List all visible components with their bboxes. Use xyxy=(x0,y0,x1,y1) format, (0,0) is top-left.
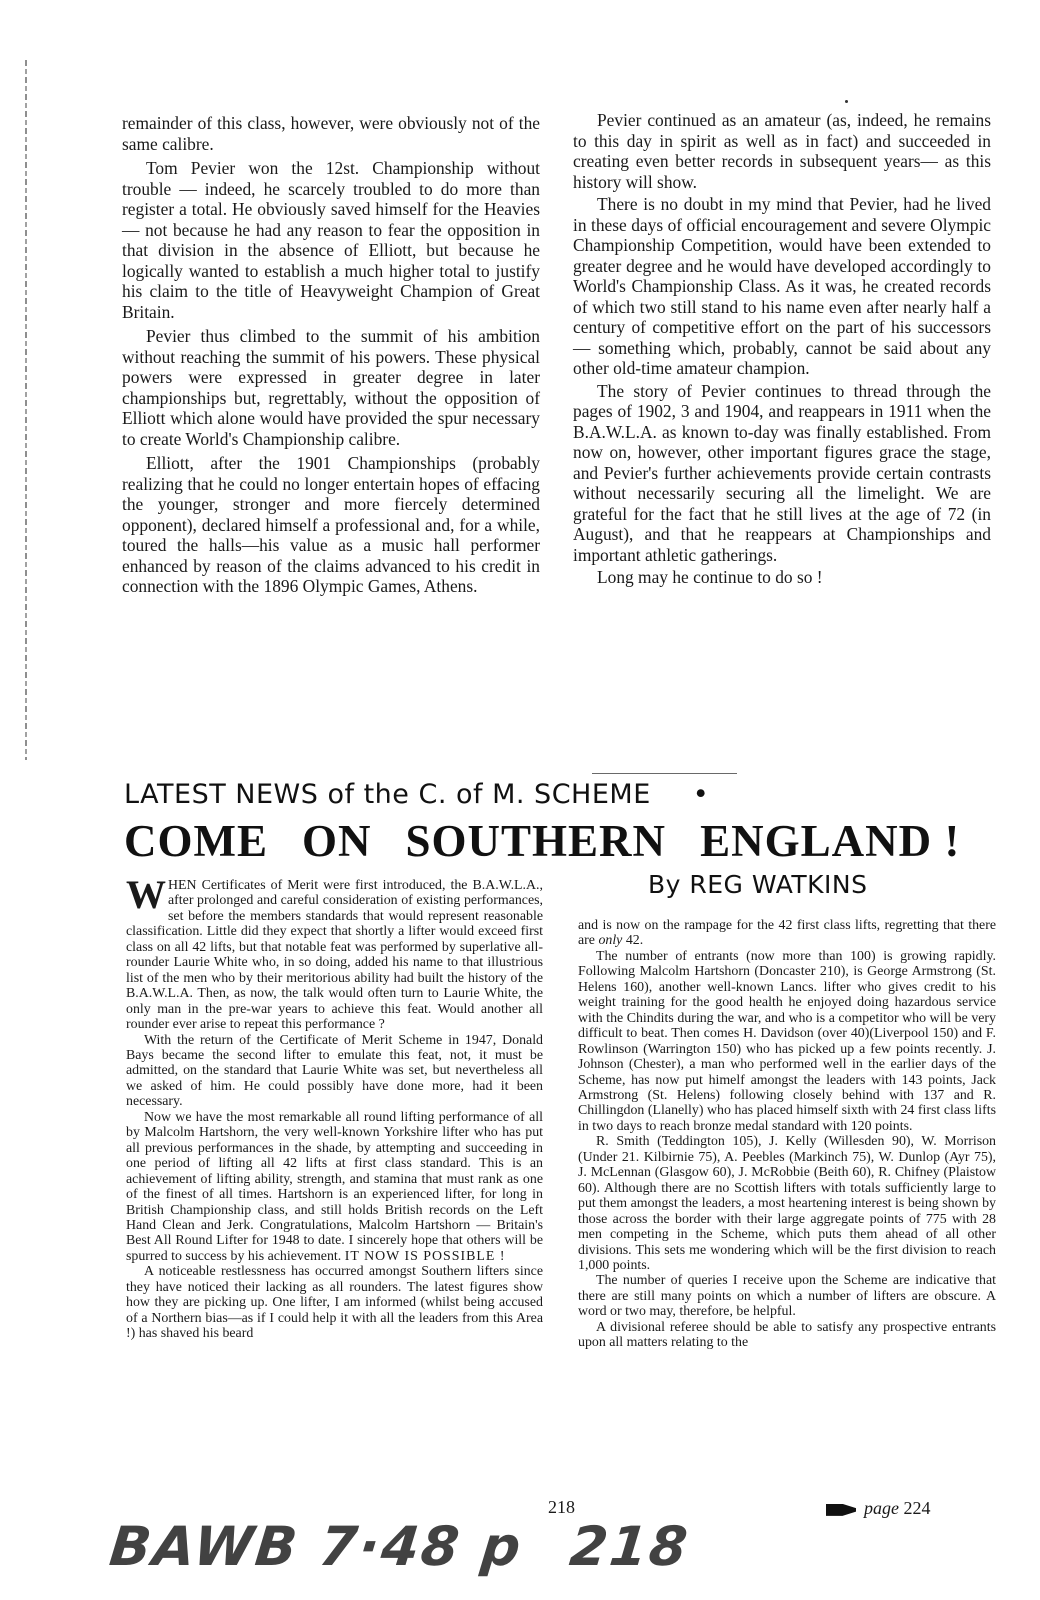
article-headline xyxy=(124,816,996,866)
handwritten-source: BAWB 7·48 p xyxy=(106,1515,526,1578)
upper-article-right-column xyxy=(573,110,991,590)
paragraph: Tom Pevier won the 12st. Championship without trouble — indeed, he scarcely troubled to do more than register a total. He obviously saved himself for the Heavies— not because he had any reason to fear the opposition in that division in the absence of Elliott, but because he logically wanted to establish a much higher total to justify his claim to the title of Heavyweight Champion of Great Britain. xyxy=(122,158,540,322)
paragraph: R. Smith (Teddington 105), J. Kelly (Willesden 90), W. Morrison (Under 21. Kilbirnie 75), A. Peebles (Markinch 75), W. Dunlop (Ayr 75), J. McLennan (Glasgow 60), J. McRobbie (Beith 60), R. Chifney (Plaistow 60). Although there are no Scottish lifters with totals sufficiently large to put them amongst the leaders, a most heartening interest is being shown by those across the border with their large aggregate points of 775 with 28 men competing in the Scheme, which puts them ahead of all other divisions. This sets me wondering which will be the first division to reach 1,000 points. xyxy=(578,1134,996,1273)
page-number: 218 xyxy=(548,1497,575,1517)
drop-cap: W xyxy=(126,872,166,917)
paragraph: The number of entrants (now more than 100) is growing rapidly. Following Malcolm Hartshorn (Doncaster 210), is George Armstrong (St. Helens 160), another well-known Lancs. lifter who gives credit to his weight training for the good health he enjoyed doing hazardous service with the Chindits during the war, and who is a competitor who will be very difficult to beat. Then comes H. Davidson (over 40)(Liverpool 150) and F. Rowlinson (Warrington 150) who has picked up a few points recently. J. Johnson (Chester), a man who performed well in the earlier days of the Scheme, has now put himelf amongst the leaders with 143 points, Jack Armstrong (St. Helens) following closely behind with 137 and R. Chillingdon (Llanelly) who has placed himself sixth with 24 first class lifts in two days to reach bronze medal standard with 120 points. xyxy=(578,948,996,1134)
paragraph-text: and is now on the rampage for the 42 first class lifts, regretting that there are xyxy=(578,918,996,949)
lower-article-right-column xyxy=(578,918,996,1351)
headline-word: ENGLAND ! xyxy=(700,816,961,866)
article-kicker xyxy=(124,779,709,810)
upper-article-left-column xyxy=(122,113,540,601)
pointing-hand-icon xyxy=(826,1504,856,1516)
scan-margin-marks xyxy=(25,60,27,760)
continued-page-number: 224 xyxy=(903,1498,931,1518)
paragraph: Elliott, after the 1901 Championships (probably realizing that he could no longer entertain hopes of effacing the younger, stronger and more fiercely determined opponent), declared himself a professional and, for a while, toured the halls—his value as a music hall performer enhanced by reason of the claims advanced to his credit in connection with the 1896 Olympic Games, Athens. xyxy=(122,453,540,596)
section-divider-rule xyxy=(592,773,737,774)
paragraph-text: Now we have the most remarkable all round lifting performance of all by Malcolm Hartshorn, the very well-known Yorkshire lifter who has put all previous performances in the shade, by attempting and succeeding in one period of lifting all 42 lifts at first class standard. This is an achievement of lifting ability, strength, and stamina that must rank as one of the finest of all times. Hartshorn is an experienced lifter, for long in British Championship class, and still holds British records on the Left Hand Clean and Jerk. Congratulations, Malcolm Hartshorn — Britain's Best All Round Lifter for 1948 to date. I sincerely hope that others will be spurred to success by his achievement. xyxy=(126,1109,543,1264)
paragraph xyxy=(126,872,543,1033)
paragraph-text: 42. xyxy=(622,933,644,949)
paragraph: A noticeable restlessness has occurred amongst Southern lifters since they have noticed their lacking as all rounders. The latest figures show how they are picking up. One lifter, I am informed (whilst being accused of a Northern bias—as if I could help it with all the leaders from this Area !) has shaved his beard xyxy=(126,1264,543,1342)
paragraph: The story of Pevier continues to thread through the pages of 1902, 3 and 1904, and reappears in 1911 when the B.A.W.L.A. as known to-day was finally established. From now on, however, other important figures grace the stage, and Pevier's further achievements provide certain contrasts without necessarily securing all the limelight. We are grateful for the fact that he still lives at the age of 72 (in August), and that he reappears at Championships and important athletic gatherings. xyxy=(573,380,991,565)
bullet-icon: • xyxy=(692,779,710,810)
paragraph: With the return of the Certificate of Merit Scheme in 1947, Donald Bays became the second lifter to emulate this feat, not, it must be admitted, on the standard that Laurie White was set, but nevertheless all we asked of him. He could possibly have done more, had it been necessary. xyxy=(126,1032,543,1110)
paragraph: The number of queries I receive upon the Scheme are indicative that there are still many points on which a number of lifters are obscure. A word or two may, therefore, be helpful. xyxy=(578,1273,996,1320)
paragraph: Long may he continue to do so ! xyxy=(597,567,823,587)
article-byline: By REG WATKINS xyxy=(648,870,868,899)
paragraph: Pevier continued as an amateur (as, indeed, he remains to this day in spirit as well as in fact) and succeeded in creating even better records in subsequent years— as this history will show. xyxy=(573,110,991,192)
paragraph xyxy=(126,1110,543,1265)
emphasis-text: IT NOW IS POSSIBLE ! xyxy=(344,1248,506,1264)
paragraph-text: HEN Certificates of Merit were first introduced, the B.A.W.L.A., after prolonged and careful consideration of existing performances, set before the members standards that would represent reasonable classification. Little did they expect that shortly a lifter would exceed first class on all 42 lifts, but that notable feat was performed by superlative all-rounder Laurie White who, in so doing, added his name to that illustrious list of the men who by their meritorious ability had built the history of the B.A.W.L.A. Then, as now, the talk would often turn to Laurie White, the only man in the pre-war years to achieve this feat. Would another all rounder ever arise to repeat this performance ? xyxy=(126,878,543,1033)
continued-label: page xyxy=(864,1498,899,1518)
handwritten-page: 218 xyxy=(566,1515,693,1578)
paragraph: Pevier thus climbed to the summit of his ambition without reaching the summit of his powers. These physical powers were expressed in greater degree in later championships but, regrettably, without the opposition of Elliott which alone would have provided the spur necessary to create World's Championship calibre. xyxy=(122,326,540,449)
lower-article-left-column xyxy=(126,872,543,1342)
continued-on-page xyxy=(826,1498,931,1519)
headline-word: COME xyxy=(124,816,268,866)
paragraph: remainder of this class, however, were obviously not of the same calibre. xyxy=(122,113,540,154)
print-speck xyxy=(845,100,848,103)
paragraph xyxy=(578,918,996,949)
headline-word: SOUTHERN xyxy=(405,816,667,866)
kicker-text: LATEST NEWS of the C. of M. SCHEME xyxy=(124,779,651,810)
headline-word: ON xyxy=(302,816,372,866)
paragraph: A divisional referee should be able to satisfy any prospective entrants upon all matters relating to the xyxy=(578,1319,996,1351)
handwritten-annotation xyxy=(107,1515,693,1578)
paragraph: There is no doubt in my mind that Pevier, had he lived in these days of official encouragement and severe Olympic Championship Competition, would have been extended to greater degree and he would have developed accordingly to World's Championship Class. As it was, he created records of which two still stand to his name even after nearly half a century of competitive effort on the part of his successors — something which, probably, cannot be said about any other old-time amateur champion. xyxy=(573,194,991,378)
italic-text: only xyxy=(598,933,623,949)
